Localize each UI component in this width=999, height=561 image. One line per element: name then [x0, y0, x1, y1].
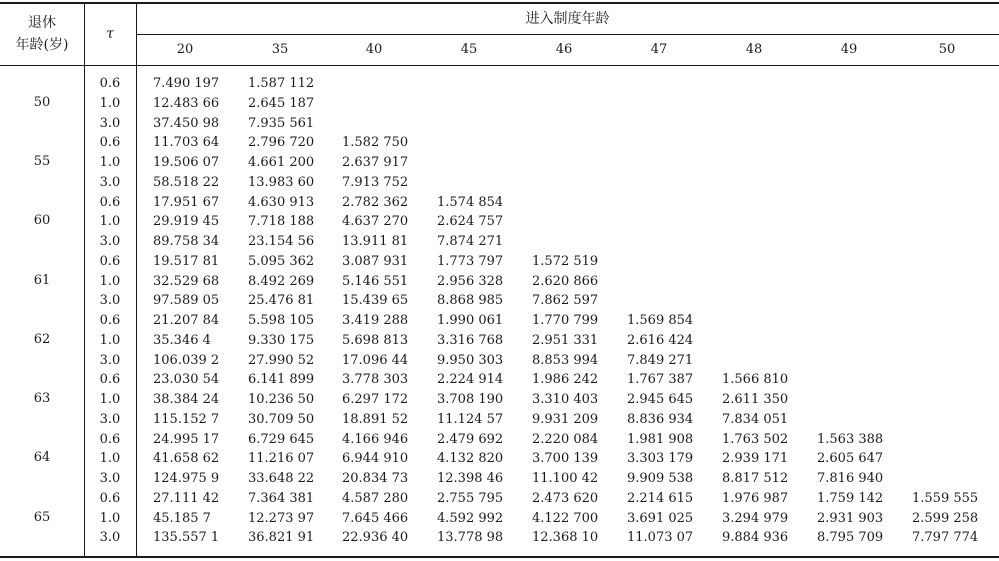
table-cell: 41.658 62: [153, 451, 220, 467]
table-cell: 2.479 692: [437, 431, 504, 447]
table-cell: 22.936 40: [342, 530, 409, 546]
table-cell: 9.330 175: [248, 332, 315, 348]
table-cell: 9.909 538: [627, 471, 694, 486]
entry-age-47: 47: [650, 42, 668, 57]
table-cell: 32.529 68: [153, 273, 220, 289]
table-cell: 106.039 2: [153, 352, 220, 368]
table-cell: 4.592 992: [437, 510, 504, 526]
retire-age-65: 65: [33, 509, 51, 525]
tau-value: 1.0: [99, 451, 121, 467]
table-cell: 15.439 65: [342, 293, 409, 309]
table-cell: 1.976 987: [722, 490, 789, 506]
table-cell: 1.759 142: [817, 490, 884, 506]
table-cell: 4.661 200: [248, 155, 315, 170]
table-cell: 2.611 350: [722, 392, 789, 407]
table-cell: 5.598 105: [248, 313, 315, 328]
table-cell: 2.755 795: [437, 490, 504, 506]
tau-value: 0.6: [99, 253, 121, 269]
tau-value: 3.0: [99, 293, 121, 309]
table-cell: 5.146 551: [342, 273, 409, 289]
table-cell: 7.935 561: [248, 115, 315, 131]
entry-age-45: 45: [460, 42, 478, 57]
table-cell: 4.166 946: [342, 431, 409, 447]
table-cell: 8.868 985: [437, 293, 504, 309]
tau-value: 1.0: [99, 155, 121, 170]
entry-age-35: 35: [271, 42, 289, 57]
table-cell: 8.492 269: [248, 273, 315, 289]
tau-value: 1.0: [99, 214, 121, 230]
table-cell: 3.700 139: [532, 451, 599, 467]
table-cell: 17.096 44: [342, 352, 409, 368]
table-cell: 89.758 34: [153, 234, 220, 249]
table-cell: 24.995 17: [153, 431, 220, 447]
table-cell: 9.884 936: [722, 530, 789, 546]
table-cell: 2.637 917: [342, 155, 409, 170]
retire-age-55: 55: [33, 154, 51, 169]
table-cell: 3.708 190: [437, 392, 504, 407]
tau-value: 1.0: [99, 95, 121, 111]
table-cell: 2.605 647: [817, 451, 884, 467]
table-cell: 21.207 84: [153, 313, 220, 328]
entry-age-subrule: [136, 34, 999, 35]
table-cell: 6.141 899: [248, 372, 315, 388]
table-cell: 25.476 81: [248, 293, 315, 309]
tau-value: 3.0: [99, 530, 121, 546]
retire-age-61: 61: [33, 272, 51, 288]
retire-age-header-line2: 年龄(岁): [15, 37, 69, 53]
table-cell: 1.572 519: [532, 253, 599, 269]
column-divider-2: [136, 3, 137, 557]
entry-age-40: 40: [365, 42, 383, 57]
table-cell: 11.124 57: [437, 411, 504, 427]
table-cell: 13.983 60: [248, 174, 315, 190]
table-cell: 4.122 700: [532, 510, 599, 526]
table-cell: 2.645 187: [248, 95, 315, 111]
retire-age-62: 62: [33, 331, 51, 347]
table-cell: 2.951 331: [532, 332, 599, 348]
table-cell: 3.087 931: [342, 253, 409, 269]
table-cell: 7.364 381: [248, 490, 315, 506]
retire-age-63: 63: [33, 391, 51, 406]
table-cell: 18.891 52: [342, 411, 409, 427]
table-cell: 5.698 813: [342, 332, 409, 348]
table-cell: 1.773 797: [437, 253, 504, 269]
table-cell: 1.587 112: [248, 76, 315, 91]
table-cell: 2.214 615: [627, 490, 694, 506]
table-cell: 12.273 97: [248, 510, 315, 526]
tau-value: 0.6: [99, 372, 121, 388]
entry-age-46: 46: [555, 42, 573, 57]
tau-value: 0.6: [99, 313, 121, 328]
entry-age-49: 49: [840, 42, 858, 57]
table-cell: 29.919 45: [153, 214, 220, 230]
table-cell: 3.303 179: [627, 451, 694, 467]
table-cell: 8.836 934: [627, 411, 694, 427]
table-cell: 1.569 854: [627, 313, 694, 328]
tau-value: 3.0: [99, 174, 121, 190]
top-rule: [0, 2, 999, 4]
table-cell: 20.834 73: [342, 471, 409, 486]
tau-value: 3.0: [99, 471, 121, 486]
entry-age-header: 进入制度年龄: [525, 11, 610, 27]
table-cell: 12.483 66: [153, 95, 220, 111]
entry-age-20: 20: [176, 42, 194, 57]
tau-value: 1.0: [99, 392, 121, 407]
table-cell: 12.398 46: [437, 471, 504, 486]
table-cell: 2.616 424: [627, 332, 694, 348]
table-cell: 3.691 025: [627, 510, 694, 526]
table-cell: 6.944 910: [342, 451, 409, 467]
table-cell: 2.473 620: [532, 490, 599, 506]
table-cell: 7.874 271: [437, 234, 504, 249]
table-cell: 1.574 854: [437, 194, 504, 210]
table-cell: 33.648 22: [248, 471, 315, 486]
table-cell: 2.939 171: [722, 451, 789, 467]
table-cell: 3.316 768: [437, 332, 504, 348]
tau-value: 3.0: [99, 234, 121, 249]
table-cell: 7.862 597: [532, 293, 599, 309]
table-cell: 97.589 05: [153, 293, 220, 309]
table-cell: 37.450 98: [153, 115, 220, 131]
tau-header: τ: [106, 26, 114, 42]
table-cell: 2.599 258: [912, 510, 979, 526]
table-cell: 27.990 52: [248, 352, 315, 368]
tau-value: 0.6: [99, 431, 121, 447]
tau-value: 0.6: [99, 490, 121, 506]
table-cell: 4.587 280: [342, 490, 409, 506]
retire-age-60: 60: [33, 213, 51, 229]
table-cell: 1.770 799: [532, 313, 599, 328]
entry-age-50: 50: [938, 42, 956, 57]
table-cell: 45.185 7: [153, 510, 211, 526]
table-cell: 2.224 914: [437, 372, 504, 388]
table-cell: 6.297 172: [342, 392, 409, 407]
tau-value: 3.0: [99, 411, 121, 427]
tau-value: 3.0: [99, 352, 121, 368]
table-cell: 7.490 197: [153, 76, 220, 91]
table-cell: 1.763 502: [722, 431, 789, 447]
table-cell: 2.796 720: [248, 135, 315, 151]
table-cell: 2.931 903: [817, 510, 884, 526]
table-cell: 35.346 4: [153, 332, 211, 348]
retire-age-header-line1: 退休: [28, 15, 56, 31]
tau-value: 0.6: [99, 76, 121, 91]
table-cell: 1.582 750: [342, 135, 409, 151]
table-cell: 9.931 209: [532, 411, 599, 427]
table-cell: 11.703 64: [153, 135, 220, 151]
table-cell: 19.517 81: [153, 253, 220, 269]
table-cell: 1.986 242: [532, 372, 599, 388]
table-cell: 30.709 50: [248, 411, 315, 427]
table-cell: 7.797 774: [912, 530, 979, 546]
table-cell: 3.419 288: [342, 313, 409, 328]
table-cell: 124.975 9: [153, 471, 220, 486]
table-cell: 2.945 645: [627, 392, 694, 407]
tau-value: 1.0: [99, 510, 121, 526]
table-cell: 7.645 466: [342, 510, 409, 526]
table-cell: 115.152 7: [153, 411, 220, 427]
table-cell: 5.095 362: [248, 253, 315, 269]
table-cell: 36.821 91: [248, 530, 315, 546]
table-cell: 135.557 1: [153, 530, 220, 546]
table-cell: 8.817 512: [722, 471, 789, 486]
table-cell: 23.030 54: [153, 372, 220, 388]
tau-value: 1.0: [99, 273, 121, 289]
table-cell: 1.566 810: [722, 372, 789, 388]
table-cell: 8.853 994: [532, 352, 599, 368]
table-cell: 11.100 42: [532, 471, 599, 486]
table-cell: 2.956 328: [437, 273, 504, 289]
table-cell: 1.990 061: [437, 313, 504, 328]
table-cell: 1.559 555: [912, 490, 979, 506]
retire-age-64: 64: [33, 450, 51, 466]
table-cell: 1.767 387: [627, 372, 694, 388]
bottom-rule: [0, 556, 999, 558]
table-cell: 19.506 07: [153, 155, 220, 170]
table-cell: 1.563 388: [817, 431, 884, 447]
table-cell: 7.913 752: [342, 174, 409, 190]
table-cell: 13.778 98: [437, 530, 504, 546]
table-cell: 2.620 866: [532, 273, 599, 289]
entry-age-48: 48: [745, 42, 763, 57]
table-cell: 2.782 362: [342, 194, 409, 210]
table-cell: 17.951 67: [153, 194, 220, 210]
table-cell: 38.384 24: [153, 392, 220, 407]
table-cell: 1.981 908: [627, 431, 694, 447]
table-cell: 7.718 188: [248, 214, 315, 230]
table-cell: 4.630 913: [248, 194, 315, 210]
table-cell: 58.518 22: [153, 174, 220, 190]
table-cell: 7.816 940: [817, 471, 884, 486]
retire-age-50: 50: [33, 94, 51, 110]
table-cell: 27.111 42: [153, 490, 220, 506]
table-cell: 9.950 303: [437, 352, 504, 368]
header-bottom-rule: [0, 65, 999, 66]
table-cell: 7.834 051: [722, 411, 789, 427]
table-cell: 11.073 07: [627, 530, 694, 546]
table-cell: 4.637 270: [342, 214, 409, 230]
tau-value: 0.6: [99, 194, 121, 210]
table-cell: 6.729 645: [248, 431, 315, 447]
table-cell: 8.795 709: [817, 530, 884, 546]
table-cell: 10.236 50: [248, 392, 315, 407]
table-cell: 13.911 81: [342, 234, 409, 249]
table-cell: 11.216 07: [248, 451, 315, 467]
table-cell: 3.778 303: [342, 372, 409, 388]
table-cell: 2.624 757: [437, 214, 504, 230]
tau-value: 3.0: [99, 115, 121, 131]
table-cell: 4.132 820: [437, 451, 504, 467]
table-cell: 12.368 10: [532, 530, 599, 546]
tau-value: 1.0: [99, 332, 121, 348]
tau-value: 0.6: [99, 135, 121, 151]
table-cell: 23.154 56: [248, 234, 315, 249]
table-cell: 2.220 084: [532, 431, 599, 447]
table-cell: 3.310 403: [532, 392, 599, 407]
table-cell: 3.294 979: [722, 510, 789, 526]
table-cell: 7.849 271: [627, 352, 694, 368]
